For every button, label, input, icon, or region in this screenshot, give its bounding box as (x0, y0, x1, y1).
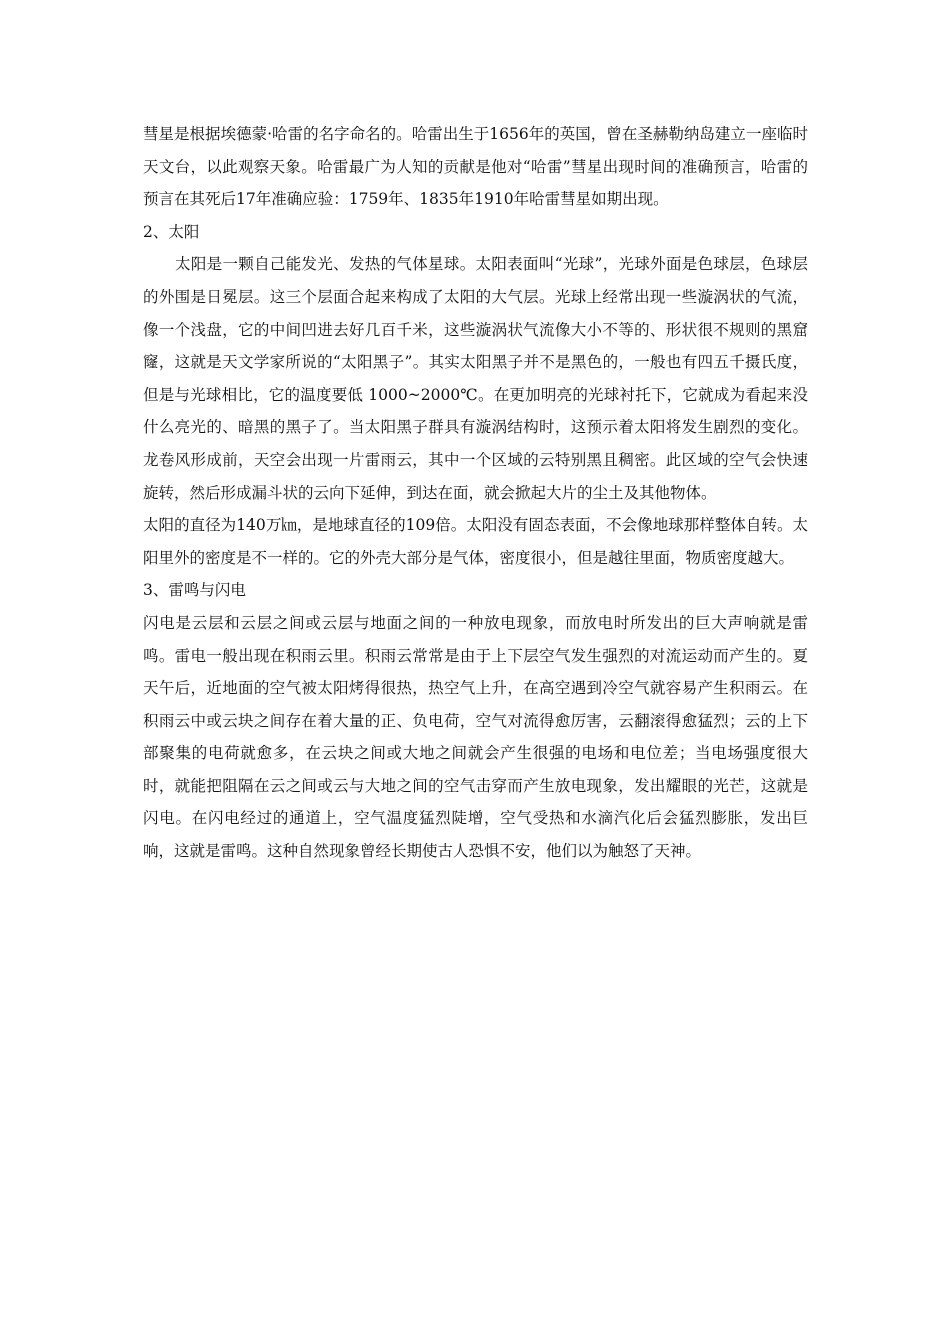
sun-paragraph-2: 太阳的直径为140万㎞，是地球直径的109倍。太阳没有固态表面，不会像地球那样整体自转。太阳里外的密度是不一样的。它的外壳大部分是气体，密度很小，但是越往里面，物质密度越大。 (143, 516, 808, 567)
section-heading-sun: 2、太阳 (143, 222, 200, 241)
section-heading-thunder-lightning: 3、雷鸣与闪电 (143, 581, 246, 600)
document-page (143, 118, 808, 868)
comet-paragraph: 彗星是根据埃德蒙·哈雷的名字命名的。哈雷出生于1656年的英国，曾在圣赫勒纳岛建立一座临时天文台，以此观察天象。哈雷最广为人知的贡献是他对“哈雷”彗星出现时间的准确预言，哈雷的预言在其死后17年准确应验：1759年、1835年1910年哈雷彗星如期出现。 (143, 125, 808, 209)
sun-paragraph-1: 太阳是一颗自己能发光、发热的气体星球。太阳表面叫“光球”，光球外面是色球层，色球层的外围是日冕层。这三个层面合起来构成了太阳的大气层。光球上经常出现一些漩涡状的气流，像一个浅盘，它的中间凹进去好几百千米，这些漩涡状气流像大小不等的、形状很不规则的黑窟窿，这就是天文学家所说的“太阳黑子”。其实太阳黑子并不是黑色的，一般也有四五千摄氏度，但是与光球相比，它的温度要低 1000~2000℃。在更加明亮的光球衬托下，它就成为看起来没什么亮光的、暗黑的黑子了。当太阳黑子群具有漩涡结构时，这预示着太阳将发生剧烈的变化。龙卷风形成前，天空会出现一片雷雨云，其中一个区域的云特别黑且稠密。此区域的空气会快速旋转，然后形成漏斗状的云向下延伸，到达在面，就会掀起大片的尘土及其他物体。 (143, 255, 808, 502)
thunder-lightning-paragraph: 闪电是云层和云层之间或云层与地面之间的一种放电现象，而放电时所发出的巨大声响就是雷鸣。雷电一般出现在积雨云里。积雨云常常是由于上下层空气发生强烈的对流运动而产生的。夏天午后，近地面的空气被太阳烤得很热，热空气上升，在高空遇到冷空气就容易产生积雨云。在积雨云中或云块之间存在着大量的正、负电荷，空气对流得愈厉害，云翻滚得愈猛烈；云的上下部聚集的电荷就愈多，在云块之间或大地之间就会产生很强的电场和电位差；当电场强度很大时，就能把阻隔在云之间或云与大地之间的空气击穿而产生放电现象，发出耀眼的光芒，这就是闪电。在闪电经过的通道上，空气温度猛烈陡增，空气受热和水滴汽化后会猛烈膨胀，发出巨响，这就是雷鸣。这种自然现象曾经长期使古人恐惧不安，他们以为触怒了天神。 (143, 613, 808, 861)
